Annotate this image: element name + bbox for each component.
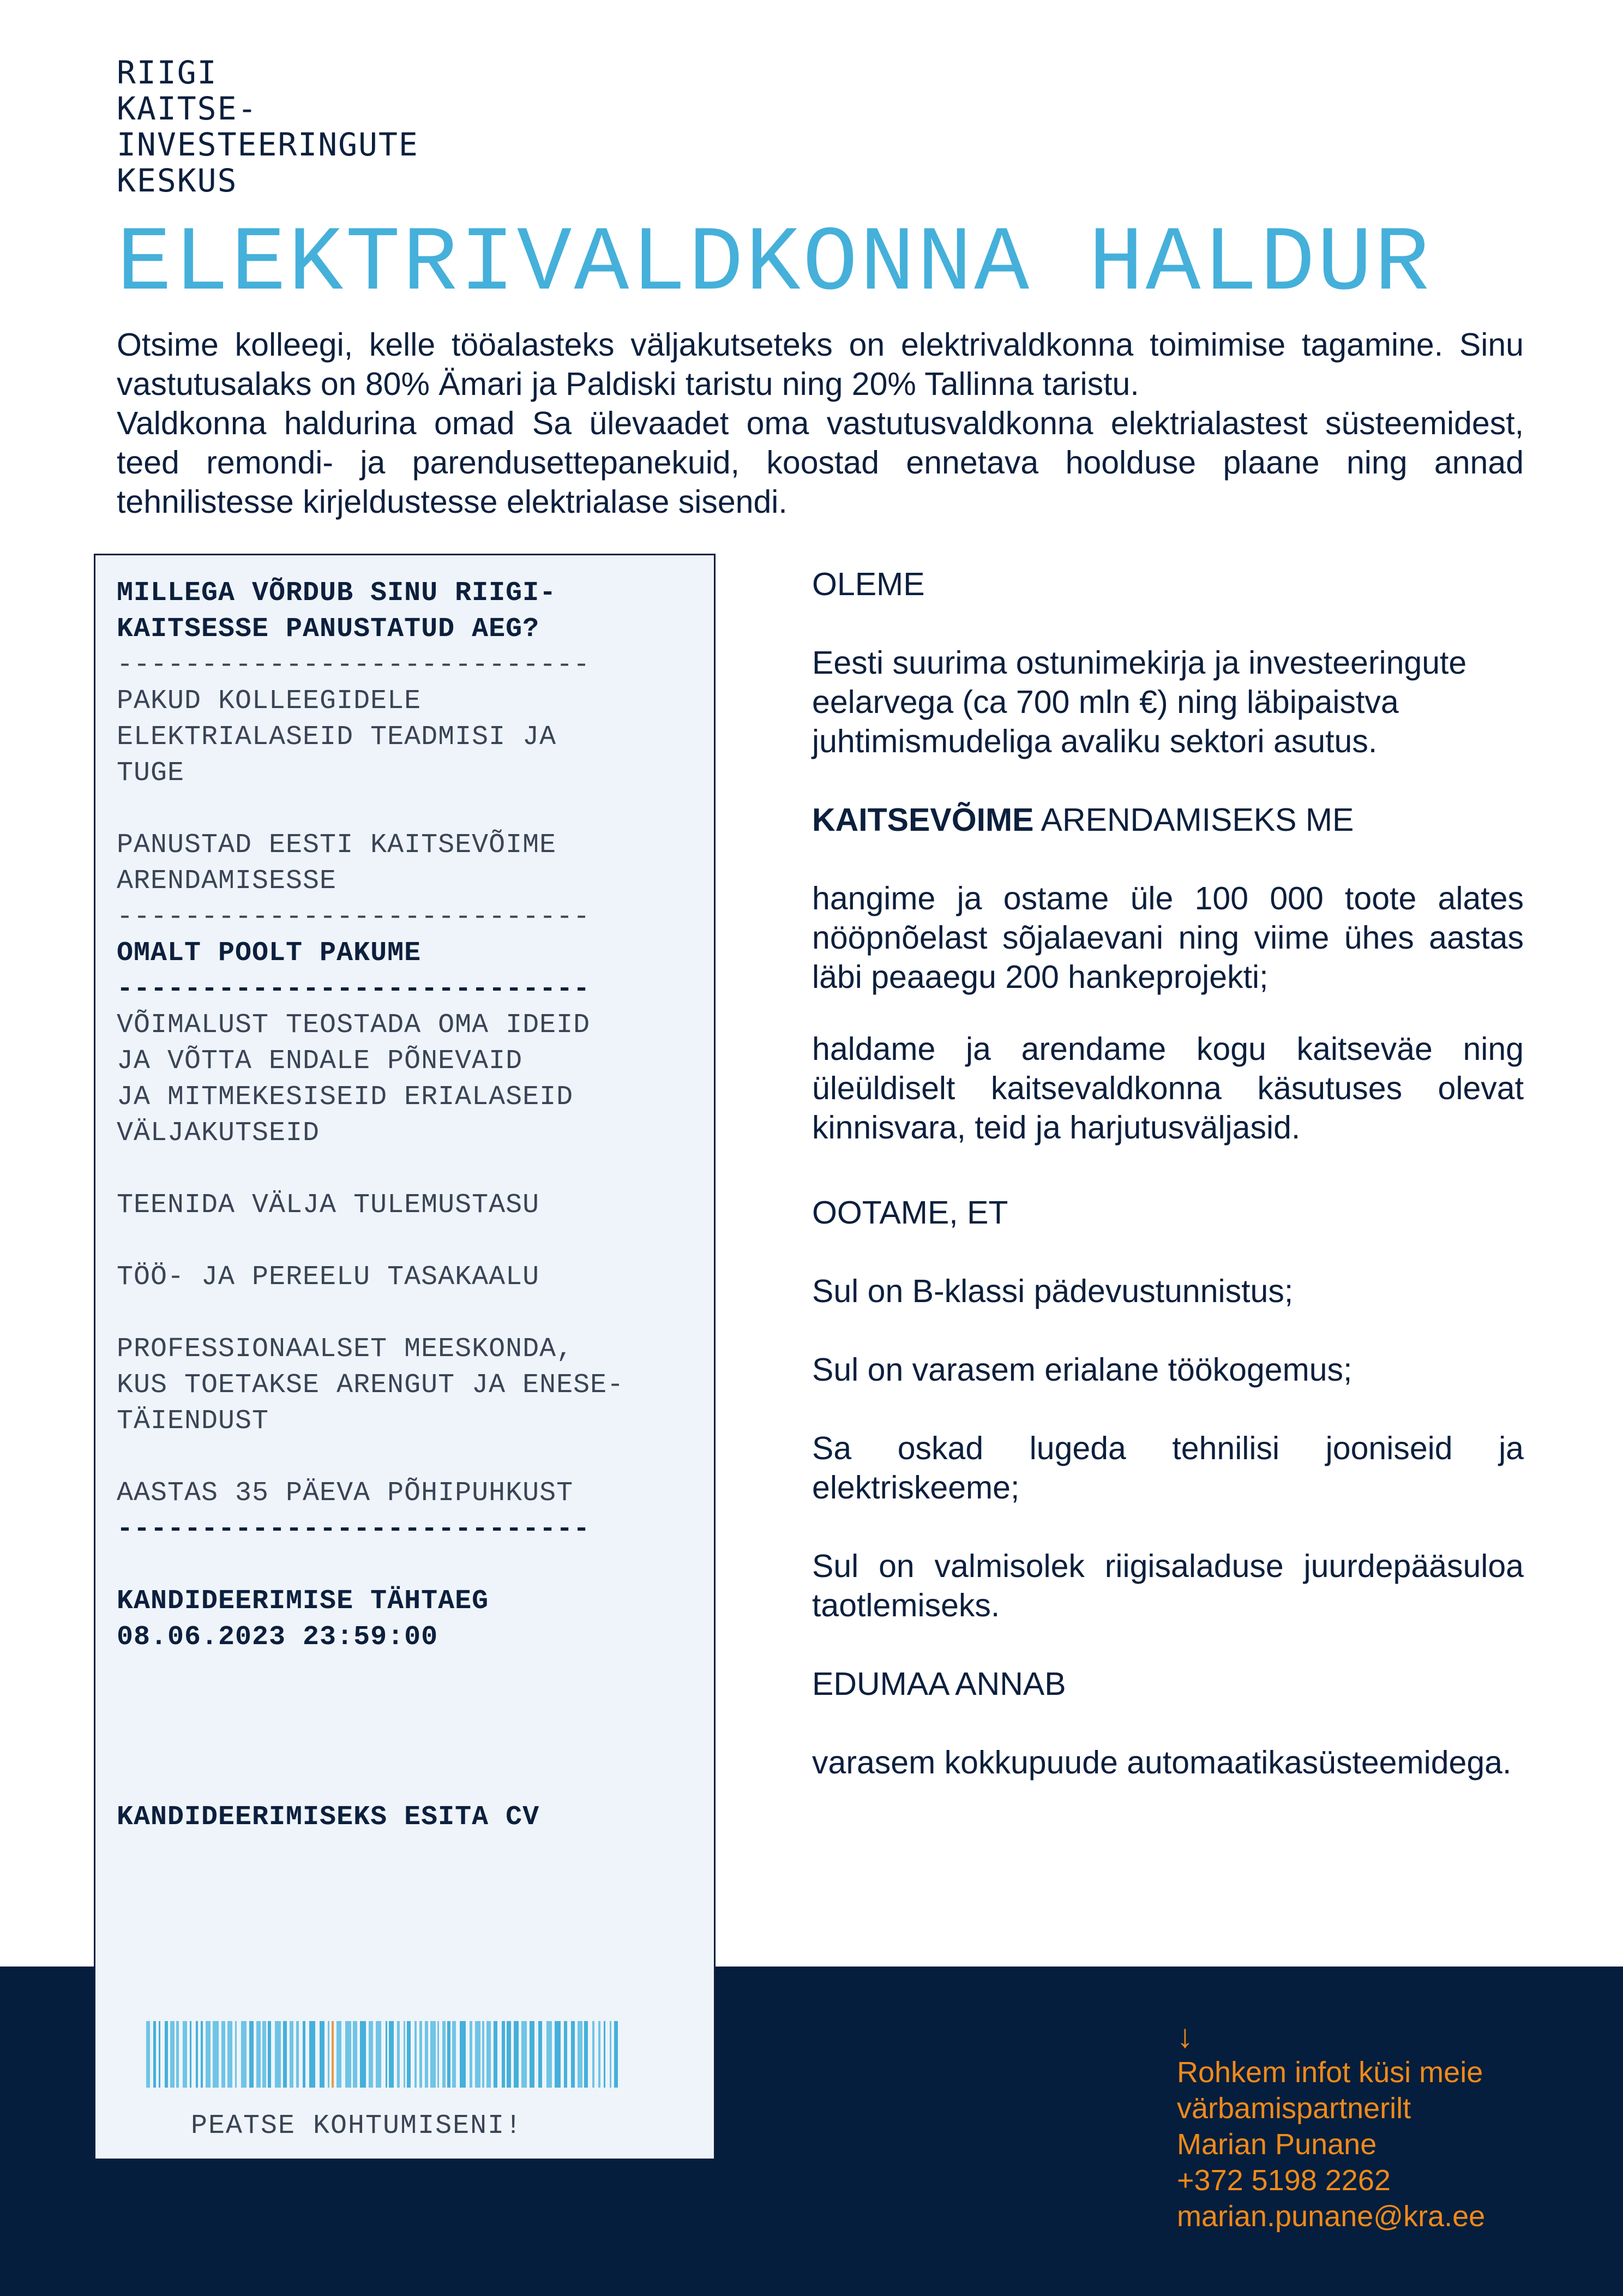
offer-item: JA VÕTTA ENDALE PÕNEVAID (117, 1046, 523, 1077)
contact-block (1177, 2018, 1485, 2234)
dashed-divider: ---------------------------- (117, 974, 591, 1005)
logo-line: KAITSE- (117, 90, 258, 127)
expectation-item: Sul on varasem erialane töökogemus; (812, 1352, 1352, 1388)
expectation-item: Sul on B-klassi pädevustunnistus; (812, 1273, 1294, 1309)
card-text-line: TUGE (117, 758, 185, 789)
barcode-icon (146, 2021, 618, 2088)
heading-rest-part: ARENDAMISEKS ME (1033, 802, 1354, 838)
info-column (812, 565, 1524, 1782)
arrow-down-icon: ↓ (1177, 2018, 1193, 2054)
expectation-item: Sul on valmisolek riigisaladuse juurdepääsuloa taotlemiseks. (812, 1548, 1524, 1623)
section-heading-expect: OOTAME, ET (812, 1195, 1008, 1231)
expectation-item: Sa oskad lugeda tehnilisi jooniseid ja elektriskeeme; (812, 1430, 1524, 1506)
card-text-line: PANUSTAD EESTI KAITSEVÕIME (117, 830, 557, 861)
card-text-line: ARENDAMISESSE (117, 866, 337, 897)
intro-text (117, 325, 1524, 521)
logo-line: KESKUS (117, 162, 238, 199)
contact-email[interactable]: marian.punane@kra.ee (1177, 2200, 1486, 2233)
offer-item: PROFESSIONAALSET MEESKONDA, (117, 1334, 574, 1365)
dashed-divider: ---------------------------- (117, 650, 591, 681)
job-title: ELEKTRIVALDKONNA HALDUR (117, 213, 1432, 316)
dashed-divider: ---------------------------- (117, 1514, 591, 1545)
card-question: MILLEGA VÕRDUB SINU RIIGI- (117, 578, 557, 609)
development-item: haldame ja arendame kogu kaitseväe ning üleüldiselt kaitsevaldkonna käsutuses olevat kinnisvara, teid ja harjutusväljasid. (812, 1031, 1524, 1146)
offer-item: VÄLJAKUTSEID (117, 1118, 320, 1149)
advantage-text: varasem kokkupuude automaatikasüsteemidega. (812, 1745, 1512, 1781)
card-question: KAITSESSE PANUSTATUD AEG? (117, 614, 540, 645)
oleme-text: Eesti suurima ostunimekirja ja investeeringute eelarvega (ca 700 mln €) ning läbipaistva juhtimismudeliga avaliku sektori asutus. (812, 645, 1467, 759)
offer-item: KUS TOETAKSE ARENGUT JA ENESE- (117, 1370, 624, 1401)
logo-line: RIIGI (117, 54, 218, 91)
card-text-line: PAKUD KOLLEEGIDELE (117, 686, 422, 717)
dashed-divider: ---------------------------- (117, 902, 591, 933)
intro-paragraph: Valdkonna haldurina omad Sa ülevaadet oma vastutusvaldkonna elektrialastest süsteemidest, teed remondi- ja parendusettepanekuid, koostad ennetava hoolduse plaane ning annad tehnilistesse kirjeldustesse elektrialase sisendi. (117, 405, 1524, 520)
contact-phone[interactable]: +372 5198 2262 (1177, 2164, 1391, 2197)
heading-bold-part: KAITSEVÕIME (812, 802, 1034, 838)
section-heading-development (812, 800, 1524, 840)
contact-line: värbamispartnerilt (1177, 2092, 1411, 2125)
intro-paragraph: Otsime kolleegi, kelle tööalasteks väljakutseteks on elektrivaldkonna toimimise tagamine. Sinu vastutusalaks on 80% Ämari ja Paldiski taristu ning 20% Tallinna taristu. (117, 327, 1524, 402)
receipt-card-content (117, 576, 717, 1836)
deadline-value: 08.06.2023 23:59:00 (117, 1622, 438, 1653)
development-item: hangime ja ostame üle 100 000 toote alates nööpnõelast sõjalaevani ning viime ühes aastas läbi peaaegu 200 hankeprojekti; (812, 880, 1524, 995)
section-heading-advantage: EDUMAA ANNAB (812, 1666, 1066, 1702)
offer-item: TÖÖ- JA PEREELU TASAKAALU (117, 1262, 540, 1293)
offer-item: JA MITMEKESISEID ERIALASEID (117, 1082, 574, 1113)
offer-item: TEENIDA VÄLJA TULEMUSTASU (117, 1190, 540, 1221)
offer-item: VÕIMALUST TEOSTADA OMA IDEID (117, 1010, 591, 1041)
logo-line: INVESTEERINGUTE (117, 126, 419, 163)
offer-item: AASTAS 35 PÄEVA PÕHIPUHKUST (117, 1478, 574, 1509)
card-farewell: PEATSE KOHTUMISENI! (191, 2111, 523, 2142)
contact-name: Marian Punane (1177, 2128, 1377, 2161)
offer-heading: OMALT POOLT PAKUME (117, 938, 422, 969)
offer-item: TÄIENDUST (117, 1406, 269, 1437)
organization-logo (117, 55, 419, 199)
deadline-label: KANDIDEERIMISE TÄHTAEG (117, 1586, 489, 1617)
contact-line: Rohkem infot küsi meie (1177, 2056, 1483, 2089)
section-heading-oleme: OLEME (812, 566, 925, 602)
apply-instruction: KANDIDEERIMISEKS ESITA CV (117, 1802, 540, 1833)
card-text-line: ELEKTRIALASEID TEADMISI JA (117, 722, 557, 753)
